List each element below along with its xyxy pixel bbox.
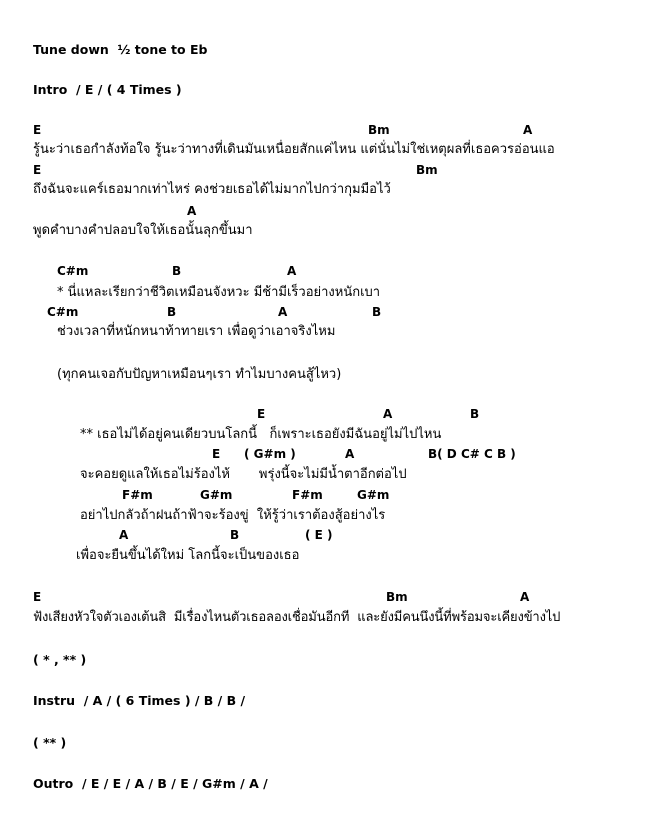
chord: F#m [122,488,153,502]
chord: E [257,407,266,421]
lyric-line: เพื่อจะยืนขึ้นได้ใหม่ โลกนี้จะเป็นของเธอ [76,548,300,563]
chord: B [470,407,480,421]
chord: A [287,264,297,278]
lyric-line: จะคอยดูแลให้เธอไม่ร้องไห้ พรุ่งนี้จะไม่มีน้ำตาอีกต่อไป [80,467,407,482]
chord: E [33,590,42,604]
lyric-line: รู้นะว่าเธอกำลังท้อใจ รู้นะว่าทางที่เดินมันเหนื่อยสักแค่ไหน แต่นั่นไม่ใช่เหตุผลที่เธอควรอ่อนแอ [33,142,555,157]
intro-line: Intro / E / ( 4 Times ) [33,82,182,97]
chord: B [172,264,182,278]
lyric-line: อย่าไปกลัวถ้าฝนถ้าฟ้าจะร้องขู่ ให้รู้ว่าเราต้องสู้อย่างไร [80,508,386,523]
outro-line: Outro / E / E / A / B / E / G#m / A / [33,776,268,791]
chord: A [520,590,530,604]
repeat-marker: ( ** ) [33,735,67,750]
tuning-note: Tune down ½ tone to Eb [33,42,208,57]
chord: G#m [357,488,390,502]
chord: A [119,528,129,542]
chord: E [33,163,42,177]
lyric-line: ถึงฉันจะแคร์เธอมากเท่าไหร่ คงช่วยเธอได้ไม่มากไปกว่ากุมมือไว้ [33,182,391,197]
repeat-marker: ( * , ** ) [33,652,87,667]
chord: A [523,123,533,137]
chord: C#m [57,264,89,278]
chord: B [167,305,177,319]
chord: B [230,528,240,542]
lyric-line: * นี่แหละเรียกว่าชีวิตเหมือนจังหวะ มีช้ามีเร็วอย่างหนักเบา [57,285,381,300]
lyric-line: พูดคำบางคำปลอบใจให้เธอนั้นลุกขึ้นมา [33,223,253,238]
lyric-line: ฟังเสียงหัวใจตัวเองเต้นสิ มีเรื่องไหนตัวเธอลองเชื่อมันอีกที และยังมีคนนึงนี้ที่พร้อมจะเคียงข้างไป [33,610,561,625]
chord: B( D C# C B ) [428,447,516,461]
chord: ( G#m ) [244,447,296,461]
chord: G#m [200,488,233,502]
instrumental-line: Instru / A / ( 6 Times ) / B / B / [33,693,246,708]
lyric-line: ช่วงเวลาที่หนักหนาท้าทายเรา เพื่อดูว่าเอาจริงไหม [57,324,336,339]
chord: E [212,447,221,461]
lyric-line: ** เธอไม่ได้อยู่คนเดียวบนโลกนี้ ก็เพราะเธอยังมีฉันอยู่ไม่ไปไหน [80,427,442,442]
chord: A [278,305,288,319]
chord: C#m [47,305,79,319]
chord: E [33,123,42,137]
chord: A [187,204,197,218]
chord: Bm [368,123,390,137]
chord: B [372,305,382,319]
chord: ( E ) [305,528,333,542]
chord: Bm [416,163,438,177]
chord: Bm [386,590,408,604]
lyric-line: (ทุกคนเจอกับปัญหาเหมือนๆเรา ทำไมบางคนสู้ไหว) [57,367,342,382]
chord: F#m [292,488,323,502]
chord: A [345,447,355,461]
chord: A [383,407,393,421]
